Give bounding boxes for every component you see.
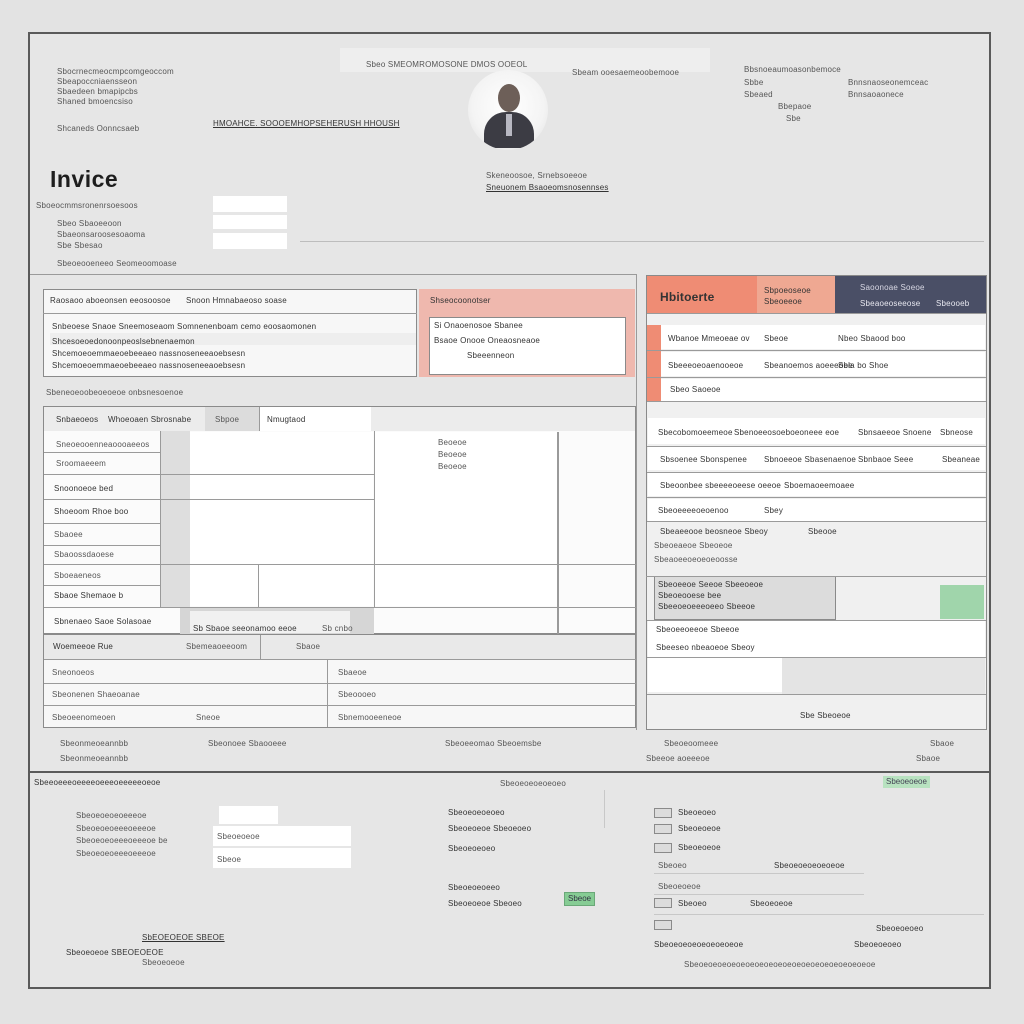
footer-left-line: Sbeoeoeoeeeoeeeoe bbox=[76, 849, 156, 858]
items-caption: Sbeneoeoobeoeoeoe onbsnesoenoe bbox=[46, 388, 184, 397]
divider bbox=[647, 521, 986, 522]
divider bbox=[647, 497, 986, 498]
divider bbox=[647, 620, 986, 621]
footer-right-bottom: Sbeoeoeoeoeoeoeoeoe bbox=[654, 940, 744, 949]
summary-header bbox=[44, 635, 635, 659]
col-header: Whoeoaen Sbrosnabe bbox=[108, 415, 192, 424]
column-divider bbox=[557, 432, 559, 634]
summary-cell: Sbeoooeo bbox=[338, 690, 377, 699]
summary-cell: Sbeonenen Shaeoanae bbox=[52, 690, 140, 699]
summary-footer: Sbeoeoomeee bbox=[664, 739, 719, 748]
col-header: Snbaeoeos bbox=[56, 415, 99, 424]
payment-cell: Wbanoe Mmeoeae ov bbox=[668, 334, 750, 343]
item-row: Shoeoom Rhoe boo bbox=[54, 507, 129, 516]
payment-cell: Sbeooe bbox=[808, 527, 837, 536]
payment-header-b: Sbeoeeoe bbox=[764, 297, 803, 306]
checkbox-icon[interactable] bbox=[654, 920, 672, 930]
footer-right-badge[interactable]: Sbeoeoeoe bbox=[883, 776, 930, 788]
item-row: Snoonoeoe bed bbox=[54, 484, 114, 493]
description-cells bbox=[190, 432, 373, 606]
footer-field[interactable] bbox=[219, 806, 278, 824]
bill-to-header-right: Snoon Hmnabaeoso soase bbox=[186, 296, 287, 305]
payment-header-c: Saoonoae Soeoe bbox=[860, 283, 925, 292]
payment-cell: Sbey bbox=[764, 506, 784, 515]
ship-to-line: Sbeeenneon bbox=[467, 351, 515, 360]
invoice-number-field[interactable] bbox=[213, 196, 287, 212]
right-value: Bnnsaoaonece bbox=[848, 90, 904, 99]
payment-note-field[interactable] bbox=[648, 658, 782, 692]
shade-column bbox=[160, 431, 190, 607]
footer-right-value: Sbeoeoeoeoeoeoe bbox=[774, 861, 845, 870]
footer-left-line: Sbeoeoeoeeeoeeeoe be bbox=[76, 836, 168, 845]
payment-cell: Sbeoeooese bee bbox=[658, 591, 722, 600]
portrait-head bbox=[498, 84, 520, 112]
payment-cell: Sbeaoeeoeoeoeoosse bbox=[654, 555, 738, 564]
summary-cell: Sbeoeenomeoen bbox=[52, 713, 116, 722]
footer-right-bottom: Sbeoeoeoeo bbox=[876, 924, 924, 933]
item-row: Sbaoossdaoese bbox=[54, 550, 114, 559]
person-portrait-icon bbox=[468, 70, 548, 150]
summary-footer: Sbaoe bbox=[930, 739, 955, 748]
cell-note: Beoeoe bbox=[438, 438, 467, 447]
divider bbox=[44, 474, 374, 475]
panel-top-border bbox=[30, 274, 637, 275]
footer-mid-badge[interactable]: Sbeoe bbox=[564, 892, 595, 906]
summary-cell: Sneonoeos bbox=[52, 668, 95, 677]
payment-cell: Sbla bo Shoe bbox=[838, 361, 889, 370]
footer-right-item: Sbeoeoeoe bbox=[658, 882, 701, 891]
footer-left-title: Sbeeoeeeoeeeeoeeeoeeeeeoeoe bbox=[34, 778, 161, 787]
right-value: Bnnsnaoseonemceac bbox=[848, 78, 929, 87]
col-header: Nmugtaod bbox=[267, 415, 306, 424]
center-top-text: Sbeo SMEOMROMOSONE DMOS OOEOL bbox=[366, 60, 528, 69]
invoice-due-field[interactable] bbox=[213, 233, 287, 249]
footer-left-line: Sbeoeoeoeoeeeoe bbox=[76, 811, 147, 820]
ship-to-header: Shseocoonotser bbox=[430, 296, 491, 305]
ship-to-line: Si Onaoenosoe Sbanee bbox=[434, 321, 523, 330]
footer-divider bbox=[30, 771, 991, 773]
footer-right-item: Sbeoeo bbox=[658, 861, 687, 870]
summary-header-cell: Woemeeoe Rue bbox=[53, 642, 114, 651]
cell-note: Beoeoe bbox=[438, 450, 467, 459]
divider bbox=[300, 241, 984, 242]
payment-header-d: Sbeooeb bbox=[936, 299, 970, 308]
invoice-date-field[interactable] bbox=[213, 215, 287, 229]
payment-header-c2: Sbeaoeoseeose bbox=[860, 299, 921, 308]
divider bbox=[647, 377, 986, 378]
summary-footer: Sbeonoee Sbaooeee bbox=[208, 739, 287, 748]
divider bbox=[654, 894, 864, 895]
divider bbox=[647, 472, 986, 473]
invoice-title: Invice bbox=[50, 166, 119, 192]
payment-cell: Sbeeeoeoaenooeoe bbox=[668, 361, 744, 370]
payment-cell: Sbeeseo nbeaoeoe Sbeoy bbox=[656, 643, 755, 652]
company-line: Sbeapoccniaensseon bbox=[57, 77, 138, 86]
divider bbox=[654, 914, 984, 915]
invoice-meta-line: Sbaeonsaroosesoaoma bbox=[57, 230, 146, 239]
payment-cell: Sbsoenee Sbonspenee bbox=[660, 455, 747, 464]
footer-right-bottom: Sbeoeoeoeo bbox=[854, 940, 902, 949]
signature-line: SbEOEOEOE SBEOE bbox=[142, 933, 225, 942]
divider bbox=[647, 313, 986, 314]
divider bbox=[44, 564, 636, 565]
footer-right-item: Sbeoeoeo bbox=[678, 808, 717, 817]
payment-cell: Sbnbaoe Seee bbox=[858, 455, 914, 464]
payment-cell: Sbeoeaeoe Sbeoeoe bbox=[654, 541, 733, 550]
footer-right-item: Sbeoeo bbox=[678, 899, 707, 908]
paid-indicator bbox=[940, 585, 984, 619]
divider bbox=[44, 683, 636, 684]
items-note: Sb cnbo bbox=[322, 624, 353, 633]
invoice-meta-footer: Sbeoeooeneeo Seomeoomoase bbox=[57, 259, 177, 268]
item-row: Sneoeooenneaoooaeeos bbox=[56, 440, 150, 449]
column-divider bbox=[160, 431, 161, 607]
payment-cell: Sbneose bbox=[940, 428, 973, 437]
divider bbox=[604, 790, 605, 828]
payment-cell: Sbeo Saoeoe bbox=[670, 385, 721, 394]
divider bbox=[647, 694, 986, 695]
checkbox-icon[interactable] bbox=[654, 824, 672, 834]
payment-cell: Sbeoeeoe Seeoe Sbeeoeoe bbox=[658, 580, 764, 589]
invoice-meta-label: Sboeocmmsronenrsoesoos bbox=[36, 201, 138, 210]
center-mid-link[interactable]: Sneuonem Bsaoeomsnosennses bbox=[486, 183, 609, 192]
column-divider bbox=[258, 565, 259, 607]
divider bbox=[646, 576, 986, 577]
footer-right-item: Sbeoeoeoe bbox=[678, 824, 721, 833]
bill-to-header-left: Raosaoo aboeonsen eeosoosoe bbox=[50, 296, 171, 305]
portrait-tie bbox=[506, 114, 512, 136]
footer-field-text: Sbeoe bbox=[217, 855, 242, 864]
center-sub-text: Sbeam ooesaemeoobemooe bbox=[572, 68, 680, 77]
company-line: Sbaedeen bmapipcbs bbox=[57, 87, 138, 96]
divider bbox=[44, 659, 636, 660]
footer-mid-line: Sbeoeoeoe Sbeoeoeo bbox=[448, 824, 532, 833]
footer-mid-line: Sbeoeoeoeo bbox=[448, 844, 496, 853]
bill-to-line: Snbeoese Snaoe Sneemoseaom Somnenenboam cemo eoosaomonen bbox=[52, 322, 317, 331]
signature-line: Sbeoeoeoe SBEOEOEOE bbox=[66, 948, 164, 957]
invoice-meta-line: Sbeo Sbaoeeoon bbox=[57, 219, 122, 228]
right-line: Sbe bbox=[786, 114, 801, 123]
divider bbox=[43, 313, 417, 314]
divider bbox=[647, 446, 986, 447]
right-line: Sbbe bbox=[744, 78, 764, 87]
divider bbox=[44, 499, 374, 500]
item-row: Sroomaeeem bbox=[56, 459, 107, 468]
invoice-meta-line: Sbe Sbesao bbox=[57, 241, 103, 250]
payment-cell: Sbeaeeooe beosneoe Sbeoy bbox=[660, 527, 769, 536]
footer-right-footer: Sbeoeoeoeoeoeoeoeoeoeoeoeoeoeoeoeoeoeoeoe bbox=[684, 960, 876, 969]
footer-mid-line: Sbeoeoeoe Sbeoeo bbox=[448, 899, 522, 908]
divider bbox=[44, 523, 160, 524]
checkbox-icon[interactable] bbox=[654, 808, 672, 818]
payment-cell: Nbeo Sbaood boo bbox=[838, 334, 906, 343]
footer-mid-line: Sbeoeoeoeeo bbox=[448, 883, 501, 892]
right-line: Bbepaoe bbox=[778, 102, 812, 111]
center-mid-text: Skeneoosoe, Srnebsoeeoe bbox=[486, 171, 588, 180]
column-divider bbox=[327, 659, 328, 727]
summary-footer: Sbeonmeoeannbb bbox=[60, 754, 129, 763]
right-line: Sbeaed bbox=[744, 90, 773, 99]
item-row: Sbnenaeo Saoe Solasoae bbox=[54, 617, 152, 626]
payment-total: Sbe Sbeoeoe bbox=[800, 711, 851, 720]
payment-title: Hbitoerte bbox=[660, 290, 715, 304]
payment-cell: Sbeeoeoeeeoeeo Sbeeoe bbox=[658, 602, 756, 611]
payment-cell: Sbeaneae bbox=[942, 455, 981, 464]
divider bbox=[44, 705, 636, 706]
payment-cell: Sbnsaeeoe Snoene bbox=[858, 428, 932, 437]
item-row: Sboeaeneos bbox=[54, 571, 101, 580]
payment-cell: Sbeanoemos aoeeeoee bbox=[764, 361, 853, 370]
payment-header-a: Sbpoeoseoe bbox=[764, 286, 811, 295]
bill-to-line: Shcesoeoedonoonpeoslsebnenaemon bbox=[52, 337, 195, 346]
accent-strip bbox=[647, 325, 661, 401]
panel-right-border bbox=[636, 274, 637, 730]
payment-cell: Sbeoeeeeoeoenoo bbox=[658, 506, 729, 515]
column-divider bbox=[260, 635, 261, 659]
divider bbox=[654, 873, 864, 874]
footer-mid-line: Sbeoeoeoeoeo bbox=[448, 808, 505, 817]
summary-cell: Sbaeoe bbox=[338, 668, 367, 677]
divider bbox=[44, 452, 160, 453]
summary-cell: Sbnemooeeneoe bbox=[338, 713, 402, 722]
checkbox-icon[interactable] bbox=[654, 843, 672, 853]
summary-footer: Sbeoeeomao Sbeoemsbe bbox=[445, 739, 542, 748]
items-tag: Sb Sbaoe seeonamoo eeoe bbox=[193, 624, 297, 633]
payment-cell: Sbecobomoeemeoe bbox=[658, 428, 733, 437]
company-line: Sbocrnecmeocmpcomgeoccom bbox=[57, 67, 174, 76]
footer-field-text: Sbeoeoeoe bbox=[217, 832, 260, 841]
summary-header-cell: Sbemeaoeeoom bbox=[186, 642, 248, 651]
right-title: Bbsnoeaumoasonbemoce bbox=[744, 65, 841, 74]
payment-footer-note: Sbeeoe aoeeeoe bbox=[646, 754, 710, 763]
signature-line: Sbeoeoeoe bbox=[142, 958, 185, 967]
divider bbox=[44, 545, 160, 546]
payment-cell: Sbnoeeoe Sbasenaenoe bbox=[764, 455, 857, 464]
item-row: Sbaoee bbox=[54, 530, 83, 539]
checkbox-icon[interactable] bbox=[654, 898, 672, 908]
payment-cell: Sbenoeeosoeboeoneee eoe bbox=[734, 428, 840, 437]
summary-footer: Sbaoe bbox=[916, 754, 941, 763]
footer-left-line: Sbeoeoeoeeeoeeeoe bbox=[76, 824, 156, 833]
company-link[interactable]: HMOAHCE. SOOOEMHOPSEHERUSH HHOUSH bbox=[213, 119, 400, 128]
bill-to-line: Shcemoeoemmaeoebeeaeo nassnoseneeaoebsesn bbox=[52, 361, 246, 370]
item-row: Sbaoe Shemaoe b bbox=[54, 591, 124, 600]
footer-right-item: Sbeoeoeoe bbox=[678, 843, 721, 852]
footer-mid-title: Sbeoeoeoeoeoeo bbox=[500, 779, 566, 788]
payment-note-shade bbox=[782, 658, 985, 694]
divider bbox=[647, 401, 986, 402]
ship-to-line: Bsaoe Onooe Oneaosneaoe bbox=[434, 336, 541, 345]
footer-right-value: Sbeoeoeoe bbox=[750, 899, 793, 908]
column-divider bbox=[374, 431, 375, 607]
payment-cell: Sbeoeeoeeoe Sbeeoe bbox=[656, 625, 740, 634]
summary-cell: Sneoe bbox=[196, 713, 221, 722]
summary-header-cell: Sbaoe bbox=[296, 642, 321, 651]
cell-note: Beoeoe bbox=[438, 462, 467, 471]
company-contact: Shcaneds Oonncsaeb bbox=[57, 124, 140, 133]
payment-cell: Sbeoonbee sbeeeeoeese oeeoe bbox=[660, 481, 782, 490]
bill-to-line: Shcemoeoemmaeoebeeaeo nassnoseneeaoebsesn bbox=[52, 349, 246, 358]
col-header: Sbpoe bbox=[215, 415, 240, 424]
divider bbox=[647, 350, 986, 351]
divider bbox=[44, 585, 160, 586]
summary-footer: Sbeonmeoeannbb bbox=[60, 739, 129, 748]
payment-cell: Sbeoe bbox=[764, 334, 789, 343]
company-line: Shaned bmoencsiso bbox=[57, 97, 133, 106]
payment-cell: Sboemaoeemoaee bbox=[784, 481, 855, 490]
